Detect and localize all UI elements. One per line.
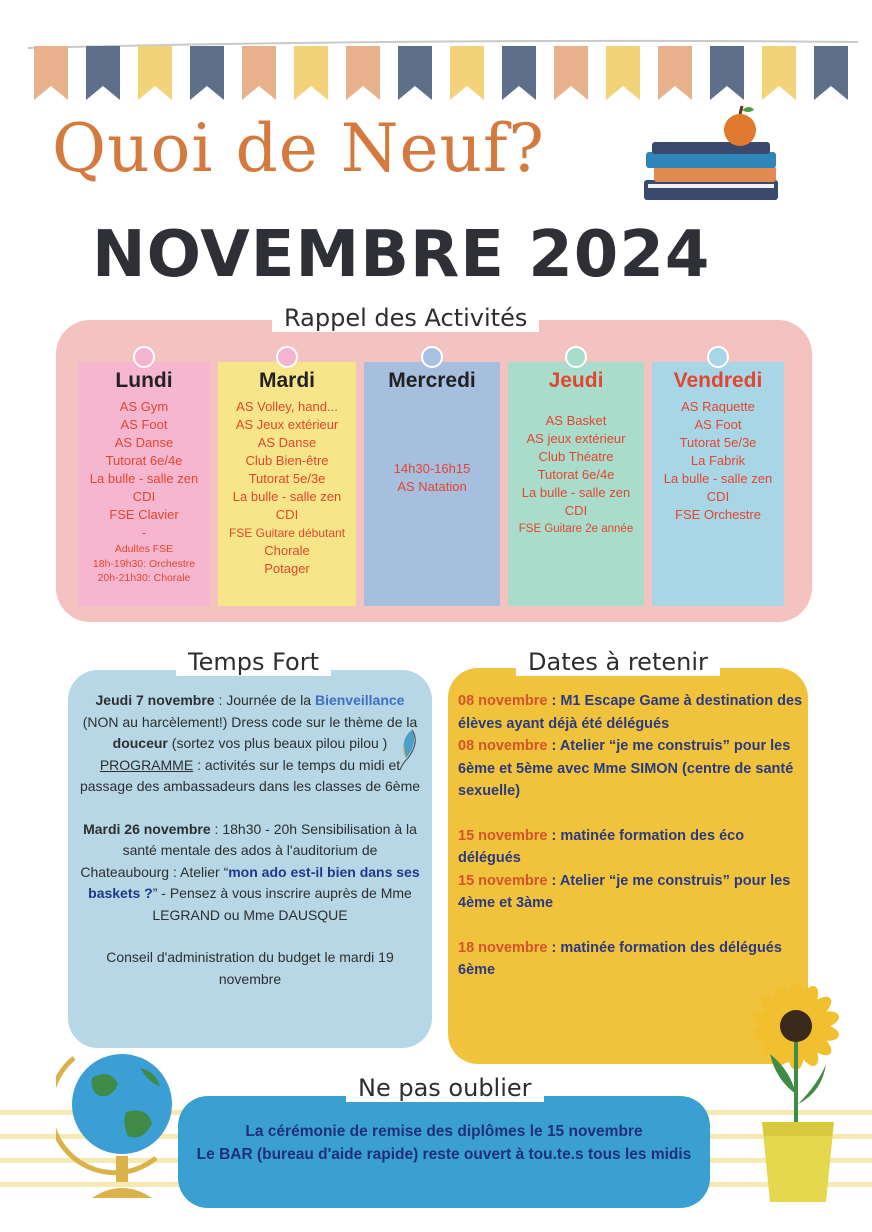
activity-item: AS Raquette xyxy=(681,399,755,414)
date-label: 08 novembre xyxy=(458,738,548,754)
bunting-flag xyxy=(190,46,224,100)
dates-list xyxy=(458,690,808,982)
event-programme: PROGRAMME xyxy=(99,756,194,773)
date-text: : Atelier “je me construis” pour les 6ème et 5ème avec Mme SIMON (centre de santé sexuelle) xyxy=(458,738,794,799)
event-text: (sortez vos plus beaux pilou pilou ) xyxy=(167,735,388,751)
activity-item: La bulle - salle zen xyxy=(232,489,342,504)
activity-item: La bulle - salle zen xyxy=(521,485,631,500)
sunflower-icon xyxy=(748,984,852,1206)
newsletter-title: Quoi de Neuf? xyxy=(52,110,545,187)
bunting-flag xyxy=(658,46,692,100)
globe-icon xyxy=(56,1028,190,1202)
event-highlight: mon ado est-il bien dans ses baskets ? xyxy=(88,863,420,901)
activity-item: La Fabrik xyxy=(690,453,746,468)
activity-item: AS Foot xyxy=(694,417,742,432)
event-text: : 18h30 - 20h Sensibilisation à la santé mentale des ados à l'auditorium de Chateaubourg : Atelier “ xyxy=(80,820,417,880)
date-entry xyxy=(458,870,808,915)
activity-item: Adultes FSE xyxy=(114,543,174,555)
bunting-flag xyxy=(34,46,68,100)
bunting-flag xyxy=(346,46,380,100)
activity-item: - xyxy=(141,525,147,540)
temps-fort-paragraph xyxy=(78,819,422,927)
day-column-mercredi xyxy=(364,362,500,606)
activity-item: CDI xyxy=(706,489,730,504)
activity-item: AS Basket xyxy=(545,413,607,428)
activity-item: FSE Clavier xyxy=(109,507,179,522)
date-entry xyxy=(458,825,808,870)
activity-item: 18h-19h30: Orchestre xyxy=(92,557,196,570)
temps-fort-heading: Temps Fort xyxy=(176,648,331,676)
day-name: Mercredi xyxy=(388,369,476,392)
activity-item: Chorale xyxy=(264,543,310,558)
event-date: Mardi 26 novembre xyxy=(83,820,211,837)
bunting-flag xyxy=(814,46,848,100)
activity-item: AS Jeux extérieur xyxy=(235,417,339,432)
activity-item: AS Danse xyxy=(114,435,174,450)
bunting-flag xyxy=(294,46,328,100)
activity-item: Potager xyxy=(264,561,310,576)
day-name: Vendredi xyxy=(673,369,763,392)
activity-item: La bulle - salle zen xyxy=(89,471,199,486)
activity-item: AS Danse xyxy=(257,435,317,450)
day-column-mardi xyxy=(218,362,356,606)
temps-fort-paragraph: Conseil d'administration du budget le mardi 19 novembre xyxy=(106,949,394,987)
reminder-heading: Ne pas oublier xyxy=(346,1074,544,1102)
bunting-flag xyxy=(86,46,120,100)
activity-item: AS jeux extérieur xyxy=(526,431,626,446)
reminder-line: Le BAR (bureau d'aide rapide) reste ouvert à tou.te.s tous les midis xyxy=(196,1146,692,1163)
activity-item: AS Natation xyxy=(397,479,467,494)
event-highlight: douceur xyxy=(112,735,168,751)
date-label: 18 novembre xyxy=(458,939,548,956)
pin-icon xyxy=(276,346,298,368)
date-entry xyxy=(458,690,808,735)
activity-item: 14h30-16h15 xyxy=(393,461,471,476)
activity-item: FSE Guitare 2e année xyxy=(518,523,634,535)
activity-item: AS Volley, hand... xyxy=(236,399,338,414)
activity-item: Tutorat 6e/4e xyxy=(105,453,183,468)
activity-item: Club Bien-être xyxy=(245,453,329,468)
date-text: : matinée formation des éco délégués xyxy=(458,827,745,866)
reminder-line: La cérémonie de remise des diplômes le 15 novembre xyxy=(245,1123,643,1140)
activities-heading: Rappel des Activités xyxy=(272,304,539,332)
pin-icon xyxy=(707,346,729,368)
activity-item: FSE Orchestre xyxy=(675,507,761,522)
event-text: : activités sur le temps du midi et passage des ambassadeurs dans les classes de 6ème xyxy=(79,756,421,794)
temps-fort-text xyxy=(78,690,422,1011)
activity-item: FSE Guitare débutant xyxy=(228,526,346,540)
event-text: : Journée de la xyxy=(214,692,315,708)
temps-fort-paragraph xyxy=(78,690,422,798)
books-apple-icon xyxy=(638,100,788,210)
activity-item: AS Gym xyxy=(119,399,169,414)
date-entry xyxy=(458,735,808,803)
activity-item: Tutorat 5e/3e xyxy=(679,435,757,450)
activity-item: AS Foot xyxy=(120,417,168,432)
activity-item: CDI xyxy=(275,507,299,522)
activity-item: 20h-21h30: Chorale xyxy=(97,572,191,584)
day-column-vendredi xyxy=(652,362,784,606)
bunting-flag xyxy=(398,46,432,100)
date-text: : Atelier “je me construis” pour les 4ème et 3àme xyxy=(458,872,791,911)
date-entry xyxy=(458,937,808,982)
bunting-flag xyxy=(450,46,484,100)
dates-heading: Dates à retenir xyxy=(516,648,720,676)
activity-item: Tutorat 5e/3e xyxy=(248,471,326,486)
bunting-flag xyxy=(710,46,744,100)
bunting-flag xyxy=(242,46,276,100)
date-label: 15 novembre xyxy=(458,872,548,889)
activity-item: CDI xyxy=(564,503,588,518)
event-date: Jeudi 7 novembre xyxy=(95,692,215,708)
event-highlight: Bienveillance xyxy=(314,692,405,708)
activity-item: CDI xyxy=(132,489,156,504)
date-label: 08 novembre xyxy=(458,693,548,709)
day-name: Jeudi xyxy=(548,369,604,392)
pin-icon xyxy=(421,346,443,368)
date-label: 15 novembre xyxy=(458,827,548,844)
bunting-flag xyxy=(554,46,588,100)
pin-icon xyxy=(133,346,155,368)
month-title: NOVEMBRE 2024 xyxy=(92,218,711,292)
day-name: Mardi xyxy=(258,369,315,392)
date-text: : matinée formation des délégués 6ème xyxy=(458,939,782,978)
feather-icon xyxy=(396,728,418,772)
event-text: (NON au harcèlement!) Dress code sur le thème de la xyxy=(82,713,418,730)
bunting-flag xyxy=(762,46,796,100)
bunting-flag xyxy=(138,46,172,100)
bunting-flag xyxy=(606,46,640,100)
day-column-jeudi xyxy=(508,362,644,606)
reminder-text xyxy=(178,1120,710,1166)
bunting-flag xyxy=(502,46,536,100)
pin-icon xyxy=(565,346,587,368)
activity-item: Tutorat 6e/4e xyxy=(537,467,615,482)
date-text: : M1 Escape Game à destination des élèves ayant déjà été délégués xyxy=(458,693,803,732)
activity-item: Club Théatre xyxy=(538,449,614,464)
day-name: Lundi xyxy=(115,369,173,392)
day-column-lundi xyxy=(78,362,210,606)
event-text: ” - Pensez à vous inscrire auprès de Mme LEGRAND ou Mme DAUSQUE xyxy=(152,885,412,923)
activity-item: La bulle - salle zen xyxy=(663,471,773,486)
